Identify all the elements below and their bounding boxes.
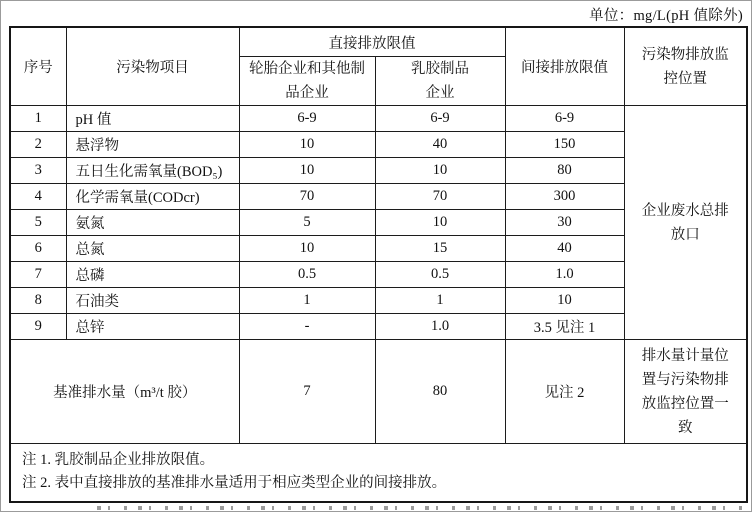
header-seq [10, 27, 66, 106]
cell-monitor-merged [624, 106, 747, 340]
header-latex-label: 乳胶制品企业 [411, 61, 469, 101]
table-row [10, 106, 747, 132]
cell-indirect: 1.0 [505, 262, 624, 288]
cell-tire: 1 [239, 288, 375, 314]
cell-no: 5 [10, 210, 66, 236]
cell-tire: 70 [239, 184, 375, 210]
cell-item: 石油类 [66, 288, 239, 314]
cell-tire: 0.5 [239, 262, 375, 288]
cell-tire: 10 [239, 158, 375, 184]
header-row-top [10, 27, 747, 57]
cell-no: 3 [10, 158, 66, 184]
header-seq-label: 序号 [23, 60, 53, 76]
baseline-drainage-row [10, 340, 747, 444]
cell-item: 化学需氧量(CODcr) [66, 184, 239, 210]
baseline-monitor-label: 排水量计量位置与污染物排放监控位置一致 [641, 347, 729, 436]
cell-tire: 10 [239, 132, 375, 158]
cell-latex: 15 [375, 236, 505, 262]
cell-item: 氨氮 [66, 210, 239, 236]
cell-item: 总锌 [66, 314, 239, 340]
cell-indirect: 40 [505, 236, 624, 262]
cell-indirect: 6-9 [505, 106, 624, 132]
cell-item: 总氮 [66, 236, 239, 262]
baseline-indirect-cell: 见注 2 [505, 340, 624, 444]
cell-item: 悬浮物 [66, 132, 239, 158]
header-direct-label: 直接排放限值 [328, 35, 416, 52]
cell-tire: 10 [239, 236, 375, 262]
cell-indirect: 3.5 见注 1 [505, 314, 624, 340]
header-pollutant-label: 污染物项目 [116, 60, 189, 76]
baseline-monitor-cell [624, 340, 747, 444]
header-tire-label: 轮胎企业和其他制品企业 [249, 61, 365, 101]
notes-row [10, 444, 747, 503]
cell-latex: 1.0 [375, 314, 505, 340]
note-2: 注 2. 表中直接排放的基准排水量适用于相应类型企业的间接排放。 [22, 475, 447, 491]
cell-latex: 40 [375, 132, 505, 158]
header-direct-group [239, 27, 505, 57]
baseline-label-cell: 基准排水量（m³/t 胶） [10, 340, 239, 444]
header-tire [239, 57, 375, 106]
cell-item: 五日生化需氧量(BOD₅) [66, 158, 239, 184]
cell-indirect: 80 [505, 158, 624, 184]
cell-latex: 0.5 [375, 262, 505, 288]
emission-limits-table [9, 26, 748, 503]
cell-no: 1 [10, 106, 66, 132]
cell-latex: 6-9 [375, 106, 505, 132]
cell-latex: 70 [375, 184, 505, 210]
header-indirect-label: 间接排放限值 [521, 60, 608, 76]
monitor-merged-label: 企业废水总排放口 [641, 202, 729, 243]
header-latex [375, 57, 505, 106]
cell-latex: 10 [375, 158, 505, 184]
cell-no: 6 [10, 236, 66, 262]
cell-indirect: 10 [505, 288, 624, 314]
cell-indirect: 150 [505, 132, 624, 158]
cell-no: 4 [10, 184, 66, 210]
baseline-latex-cell: 80 [375, 340, 505, 444]
header-indirect [505, 27, 624, 106]
cell-latex: 10 [375, 210, 505, 236]
note-1: 注 1. 乳胶制品企业排放限值。 [22, 452, 215, 468]
cell-tire: - [239, 314, 375, 340]
cell-tire: 6-9 [239, 106, 375, 132]
cell-item: pH 值 [66, 106, 239, 132]
notes-cell [10, 444, 747, 503]
header-monitor [624, 27, 747, 106]
cell-item: 总磷 [66, 262, 239, 288]
header-monitor-label: 污染物排放监控位置 [641, 46, 729, 87]
cell-latex: 1 [375, 288, 505, 314]
cell-no: 8 [10, 288, 66, 314]
cell-indirect: 30 [505, 210, 624, 236]
header-pollutant [66, 27, 239, 106]
unit-label: 单位：mg/L(pH 值除外) [589, 8, 743, 24]
cell-no: 2 [10, 132, 66, 158]
cell-no: 7 [10, 262, 66, 288]
clipped-text-remnant [97, 506, 749, 510]
cell-tire: 5 [239, 210, 375, 236]
cell-no: 9 [10, 314, 66, 340]
cell-indirect: 300 [505, 184, 624, 210]
baseline-tire-cell: 7 [239, 340, 375, 444]
